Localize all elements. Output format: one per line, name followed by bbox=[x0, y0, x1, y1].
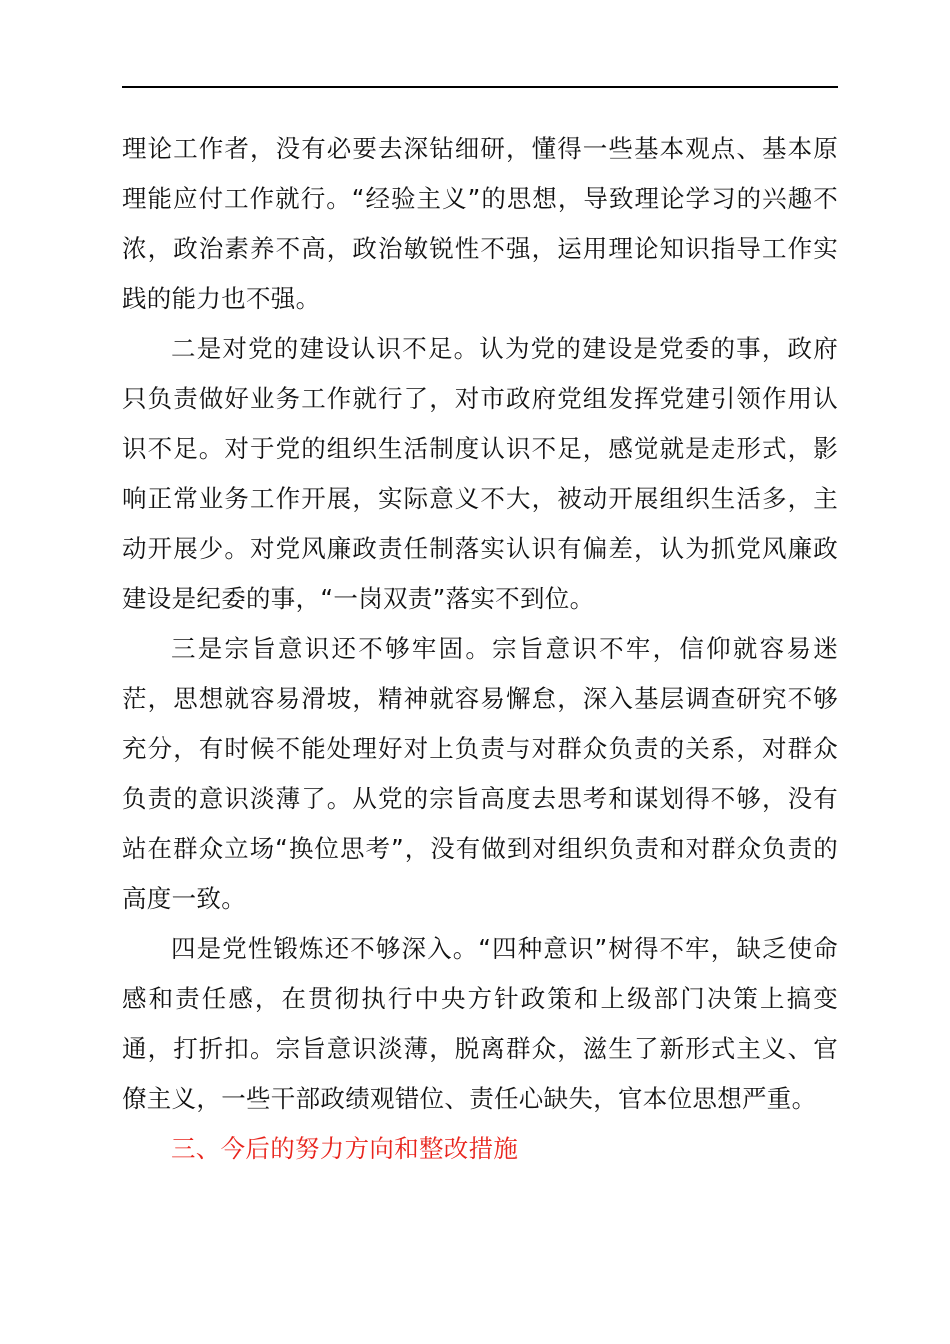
paragraph-point-three: 三是宗旨意识还不够牢固。宗旨意识不牢，信仰就容易迷茫，思想就容易滑坡，精神就容易懈怠，深入基层调查研究不够充分，有时候不能处理好对上负责与对群众负责的关系，对群众负责的意识淡薄了。从党的宗旨高度去思考和谋划得不够，没有站在群众立场“换位思考”，没有做到对组织负责和对群众负责的高度一致。 bbox=[122, 634, 838, 913]
paragraph-point-four: 四是党性锻炼还不够深入。“四种意识”树得不牢，缺乏使命感和责任感，在贯彻执行中央方针政策和上级部门决策上搞变通，打折扣。宗旨意识淡薄，脱离群众，滋生了新形式主义、官僚主义，一些干部政绩观错位、责任心缺失，官本位思想严重。 bbox=[122, 934, 838, 1113]
document-body bbox=[122, 124, 838, 1174]
paragraph-point-two: 二是对党的建设认识不足。认为党的建设是党委的事，政府只负责做好业务工作就行了，对市政府党组发挥党建引领作用认识不足。对于党的组织生活制度认识不足，感觉就是走形式，影响正常业务工作开展，实际意义不大，被动开展组织生活多，主动开展少。对党风廉政责任制落实认识有偏差，认为抓党风廉政建设是纪委的事，“一岗双责”落实不到位。 bbox=[122, 334, 838, 613]
section-heading: 三、今后的努力方向和整改措施 bbox=[171, 1134, 519, 1163]
header-rule bbox=[122, 86, 838, 88]
paragraph-continuation: 理论工作者，没有必要去深钻细研，懂得一些基本观点、基本原理能应付工作就行。“经验主义”的思想，导致理论学习的兴趣不浓，政治素养不高，政治敏锐性不强，运用理论知识指导工作实践的能力也不强。 bbox=[122, 134, 838, 313]
